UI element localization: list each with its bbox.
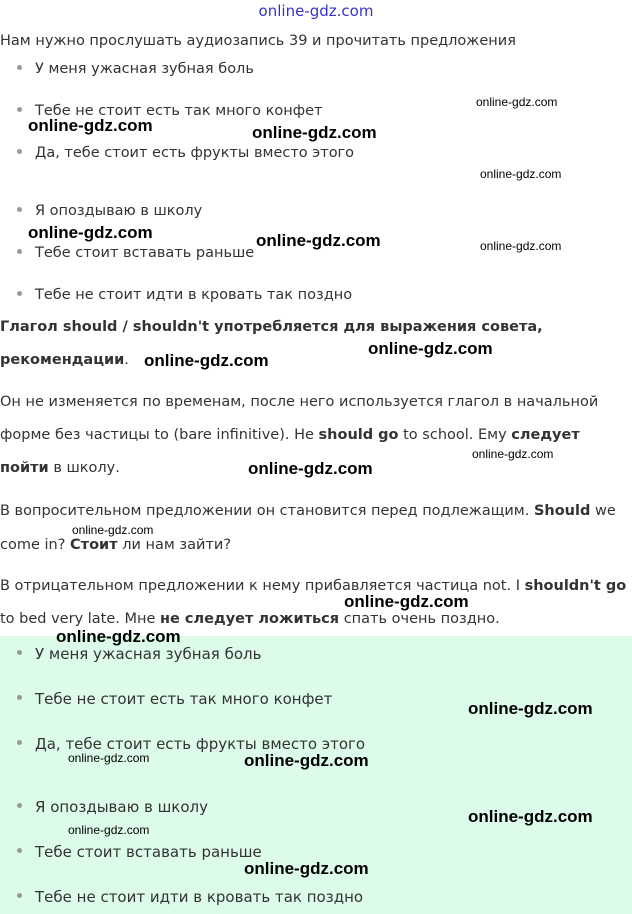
- bullet-icon: [17, 893, 22, 898]
- watermark: online-gdz.com: [248, 459, 373, 478]
- answer-item: Тебе не стоит идти в кровать так поздно: [17, 888, 363, 906]
- list-item: Тебе не стоит идти в кровать так поздно: [17, 287, 352, 303]
- bullet-icon: [17, 695, 22, 700]
- rule-paragraph: Глагол should / shouldn't употребляется для выражения совета, рекомендации.: [0, 319, 543, 368]
- watermark: online-gdz.com: [144, 351, 269, 370]
- watermark: online-gdz.com: [244, 859, 369, 878]
- watermark: online-gdz.com: [472, 447, 554, 461]
- answer-item: Я опоздываю в школу: [17, 798, 208, 816]
- watermark: online-gdz.com: [368, 339, 493, 358]
- bullet-icon: [17, 848, 22, 853]
- answer-item: Тебе не стоит есть так много конфет: [17, 690, 332, 708]
- bullet-icon: [17, 65, 22, 70]
- bullet-icon: [17, 291, 22, 296]
- list-item: Я опоздываю в школу: [17, 203, 202, 219]
- bullet-icon: [17, 249, 22, 254]
- watermark: online-gdz.com: [72, 523, 154, 537]
- list-item: Тебе не стоит есть так много конфет: [17, 103, 323, 119]
- answer-item: Тебе стоит вставать раньше: [17, 843, 262, 861]
- watermark: online-gdz.com: [468, 699, 593, 718]
- watermark: online-gdz.com: [28, 116, 153, 135]
- watermark: online-gdz.com: [252, 123, 377, 142]
- bullet-icon: [17, 740, 22, 745]
- bullet-icon: [17, 107, 22, 112]
- bullet-icon: [17, 207, 22, 212]
- watermark: online-gdz.com: [256, 231, 381, 250]
- watermark: online-gdz.com: [480, 167, 562, 181]
- bullet-icon: [17, 803, 22, 808]
- list-item: Да, тебе стоит есть фрукты вместо этого: [17, 145, 354, 161]
- site-title[interactable]: online-gdz.com: [258, 2, 374, 20]
- bullet-icon: [17, 650, 22, 655]
- watermark: online-gdz.com: [476, 95, 558, 109]
- intro-text: Нам нужно прослушать аудиозапись 39 и прочитать предложения: [0, 33, 516, 49]
- watermark: online-gdz.com: [28, 223, 153, 242]
- watermark: online-gdz.com: [68, 823, 150, 837]
- watermark: online-gdz.com: [468, 807, 593, 826]
- watermark: online-gdz.com: [68, 751, 150, 765]
- list-item: У меня ужасная зубная боль: [17, 61, 254, 77]
- watermark: online-gdz.com: [56, 627, 181, 646]
- bullet-icon: [17, 149, 22, 154]
- answer-item: Да, тебе стоит есть фрукты вместо этого: [17, 735, 365, 753]
- watermark: online-gdz.com: [480, 239, 562, 253]
- tense-paragraph: Он не изменяется по временам, после него используется глагол в начальной форме без частицы to (bare infinitive). Не should go to school. Ему следует пойти в школу.: [0, 394, 599, 476]
- question-paragraph: В вопросительном предложении он становится перед подлежащим. Should we come in? Стоит ли нам зайти?: [0, 503, 616, 553]
- negative-paragraph: В отрицательном предложении к нему прибавляется частица not. I shouldn't go to bed very late. Мне не следует ложиться спать очень поздно.: [0, 578, 627, 627]
- answer-item: У меня ужасная зубная боль: [17, 645, 261, 663]
- list-item: Тебе стоит вставать раньше: [17, 245, 254, 261]
- watermark: online-gdz.com: [244, 751, 369, 770]
- watermark: online-gdz.com: [344, 592, 469, 611]
